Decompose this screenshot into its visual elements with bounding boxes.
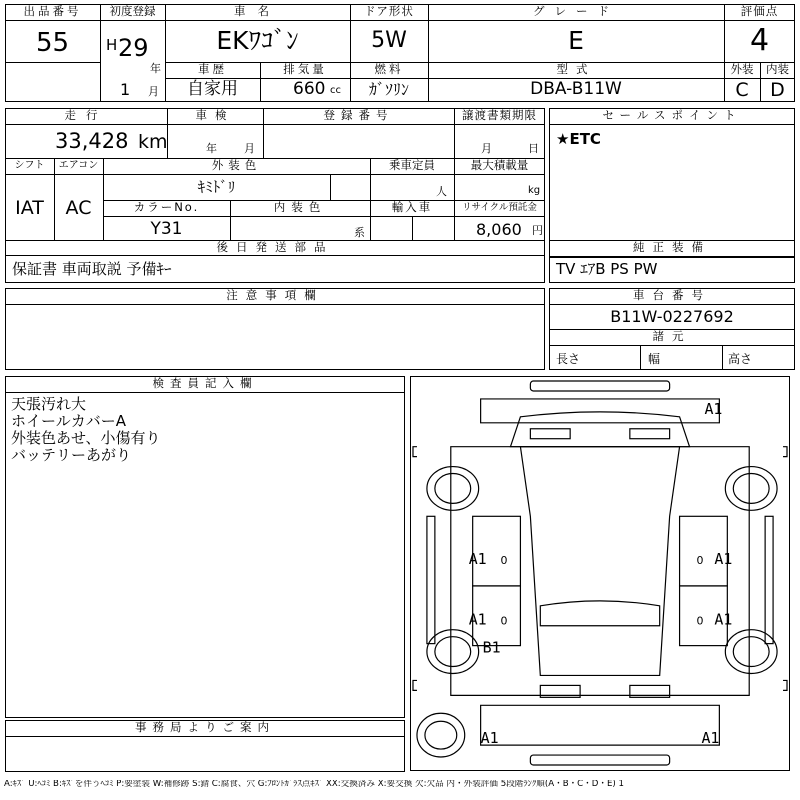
inspector-line: バッテリーあがり <box>11 446 132 464</box>
spare-wheel <box>417 713 465 757</box>
int-color-unit: 系 <box>354 226 365 239</box>
reg-month: 1 <box>120 80 131 99</box>
inspector-label: 検査員記入欄 <box>152 376 258 390</box>
model-label: 型式 <box>556 62 596 76</box>
rear-lamp-right <box>630 429 670 439</box>
interior-grade: D <box>770 79 785 101</box>
selling-points-label: セールスポイント <box>602 108 742 122</box>
ac: AC <box>65 197 92 219</box>
era: H <box>106 36 118 54</box>
load-unit: kg <box>528 185 541 196</box>
damage-mark: A1 <box>468 550 487 569</box>
zero-mark: 0 <box>500 554 508 568</box>
mileage-label: 走行 <box>64 108 108 122</box>
door-type: 5W <box>371 28 407 53</box>
month-unit: 月 <box>148 85 159 98</box>
inspector-line: 天張汚れ大 <box>11 395 87 413</box>
mileage: 33,428 <box>55 129 129 153</box>
windshield-outline <box>540 601 659 626</box>
recycle-label: リサイクル預託金 <box>462 202 537 213</box>
grade-label: グレード <box>533 4 619 18</box>
zero-mark: 0 <box>696 614 704 628</box>
capacity-unit: 人 <box>436 185 447 198</box>
color-no: Y31 <box>150 219 183 239</box>
fuel: ｶﾞｿﾘﾝ <box>368 80 409 99</box>
color-no-label: カラーNo. <box>133 200 200 214</box>
car-name: EKﾜｺﾞﾝ <box>216 26 299 55</box>
lot-number: 55 <box>35 28 70 58</box>
transfer-day-unit: 日 <box>528 142 539 155</box>
rear-bumper-outline <box>530 381 669 391</box>
office-label: 事務局よりご案内 <box>135 720 275 734</box>
capacity-label: 乗車定員 <box>389 158 435 172</box>
shift: IAT <box>15 197 44 219</box>
later-parts-label: 後日発送部品 <box>216 240 334 254</box>
rear-lamp-left <box>530 429 570 439</box>
grade: E <box>568 26 584 55</box>
fuel-label: 燃料 <box>374 62 404 76</box>
interior-label: 内装 <box>766 62 789 76</box>
cabin-outline <box>520 447 679 676</box>
later-parts: 保証書 車両取説 予備ｷｰ <box>12 260 172 278</box>
insp-month-unit: 月 <box>244 142 255 155</box>
front-panel-outline <box>480 705 720 748</box>
zero-mark: 0 <box>500 614 508 628</box>
reg-year: 29 <box>118 34 149 62</box>
damage-mark: A1 <box>714 550 733 569</box>
damage-mark: A1 <box>704 399 723 418</box>
int-color-label: 内装色 <box>273 200 327 214</box>
legend: A:ｷｽﾞ U:ﾍｺﾐ B:ｷｽﾞを伴うﾍｺﾐ P:要塗装 W:補修跡 S:錆 C:腐食、穴 G:ﾌﾛﾝﾄｶﾞﾗｽ点ｷｽﾞ XX:交換済み X:要交換 欠:欠品 内・外装評価 5段階ﾗﾝｸ順(A・B・C・D・E) 1 <box>4 780 624 789</box>
car-name-label: 車名 <box>234 4 281 18</box>
front-bumper-outline <box>530 755 669 765</box>
door-label: ドア形状 <box>364 4 414 18</box>
damage-mark: A1 <box>714 610 733 629</box>
first-reg-label: 初度登録 <box>109 4 156 18</box>
chassis-label: 車台番号 <box>633 288 711 302</box>
insp-year-unit: 年 <box>206 142 217 155</box>
ext-color-label: 外装色 <box>211 158 262 172</box>
body-outline <box>451 447 749 696</box>
width-label: 幅 <box>648 352 661 366</box>
recycle-fee: 8,060 <box>476 220 522 239</box>
mileage-unit: km <box>138 131 168 153</box>
inspector-line: ホイールカバーA <box>11 412 126 430</box>
exterior-label: 外装 <box>730 62 754 76</box>
rear-panel-outline <box>481 399 723 423</box>
recycle-unit: 円 <box>532 224 543 237</box>
genuine-equipment: TV ｴｱB PS PW <box>556 260 658 278</box>
inspector-line: 外装色あせ、小傷有り <box>11 429 161 447</box>
damage-mark: B1 <box>482 638 501 657</box>
history: 自家用 <box>187 79 238 99</box>
transfer-label: 譲渡書類期限 <box>462 108 537 122</box>
left-step-outline <box>427 516 435 643</box>
model-code: DBA-B11W <box>530 79 622 99</box>
load-label: 最大積載量 <box>470 158 529 172</box>
displacement-label: 排気量 <box>283 62 327 76</box>
damage-mark: A1 <box>468 610 487 629</box>
damage-diagram <box>410 376 790 771</box>
shift-label: シフト <box>14 160 45 171</box>
reg-no-label: 登録番号 <box>323 108 394 122</box>
history-label: 車歴 <box>198 62 227 76</box>
displacement-unit: cc <box>330 85 341 96</box>
dims-label: 諸元 <box>652 329 692 343</box>
ac-label: エアコン <box>58 160 99 171</box>
ext-color: ｷﾐﾄﾞﾘ <box>197 178 236 196</box>
damage-mark: A1 <box>480 729 499 748</box>
lot-label: 出品番号 <box>23 4 82 18</box>
transfer-month-unit: 月 <box>481 142 492 155</box>
zero-mark: 0 <box>696 554 704 568</box>
notes-label: 注意事項欄 <box>226 288 324 302</box>
genuine-label: 純正装備 <box>633 240 711 254</box>
score-label: 評価点 <box>740 4 779 18</box>
exterior-grade: C <box>735 79 749 101</box>
selling-points: ★ETC <box>556 130 601 148</box>
damage-mark: A1 <box>701 729 720 748</box>
inspection-label: 車検 <box>195 108 235 122</box>
height-label: 高さ <box>728 352 753 366</box>
right-step-outline <box>765 516 773 643</box>
length-label: 長さ <box>556 352 581 366</box>
displacement: 660 <box>293 79 326 99</box>
chassis-number: B11W-0227692 <box>610 307 734 326</box>
import-label: 輸入車 <box>391 200 433 214</box>
year-unit: 年 <box>150 62 161 75</box>
score: 4 <box>749 23 770 58</box>
